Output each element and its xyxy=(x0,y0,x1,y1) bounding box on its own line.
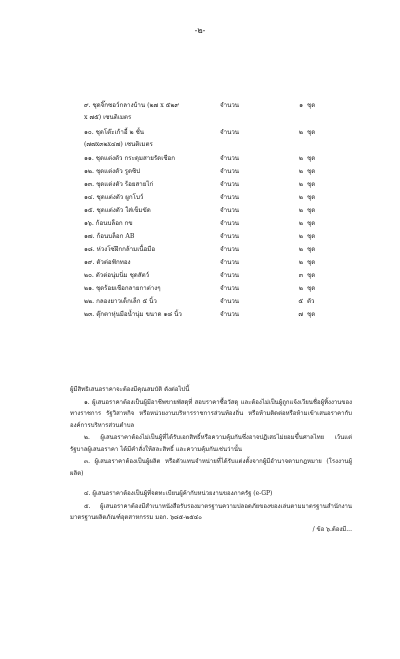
item-qty: ๒ xyxy=(298,155,303,162)
list-item xyxy=(0,165,400,178)
item-qty-unit: ชุด xyxy=(307,129,316,136)
item-qty: ๒ xyxy=(298,233,303,240)
item-qty-unit: ชุด xyxy=(307,220,316,227)
qualification-paragraph: ๕. ผู้เสนอราคาต้องมีสำเนาหนังสือรับรองมาตรฐานความปลอดภัยของของเล่นตามมาตรฐานสำนักงานมาตรฐานผลิตภัณฑ์อุตสาหกรรม มอก. ๖๘๕-๒๕๔๐ xyxy=(70,502,352,521)
item-qty: ๗ xyxy=(298,311,303,318)
item-qty-unit: ชุด xyxy=(307,311,316,318)
item-unit: จำนวน xyxy=(220,168,240,175)
list-item xyxy=(0,217,400,230)
list-item xyxy=(0,269,400,282)
item-text: ๑๒. ชุดแต่งตัว รูดซิป xyxy=(84,168,141,175)
item-qty: ๑ xyxy=(299,102,303,109)
continuation-note: / ข้อ ๖.ต้องมี... xyxy=(312,526,352,533)
item-text: ๑๑. ชุดแต่งตัว กระดุมสายรัดเชือก xyxy=(84,155,175,162)
list-item xyxy=(0,191,400,204)
item-text: ๒๒. กลองยาวเด็กเล็ก ๕ นิ้ว xyxy=(84,298,157,305)
list-item xyxy=(0,243,400,256)
item-qty: ๒ xyxy=(298,207,303,214)
item-qty: ๕ xyxy=(298,298,303,305)
qualifications-section xyxy=(70,384,352,536)
qualification-paragraph: ๒. ผู้เสนอราคาต้องไม่เป็นผู้ที่ได้รับเอกสิทธิ์หรือความคุ้มกันซึ่งอาจปฏิเสธไม่ยอมขึ้นศาลไทย เว้นแต่รัฐบาลผู้เสนอราคา ได้มีคำสั่งให้สละสิทธิ์ และความคุ้มกันเช่นว่านั้น xyxy=(70,434,352,453)
item-unit: จำนวน xyxy=(220,311,240,318)
item-qty: ๒ xyxy=(298,220,303,227)
item-qty: ๒ xyxy=(298,246,303,253)
item-qty: ๒ xyxy=(298,259,303,266)
item-qty: ๒ xyxy=(298,168,303,175)
item-qty: ๒ xyxy=(298,285,303,292)
item-text: ๑๙. ตัวต่อฟักทอง xyxy=(84,259,131,266)
item-qty: ๒ xyxy=(298,129,303,136)
item-unit: จำนวน xyxy=(220,298,240,305)
item-qty-unit: ชุด xyxy=(307,102,316,109)
item-unit: จำนวน xyxy=(220,181,240,188)
item-qty-unit: ชุด xyxy=(307,207,316,214)
item-text: ๑๗. ก้อนบล็อก AB xyxy=(84,233,135,240)
item-text: ๑๓. ชุดแต่งตัว ร้อยสายไก่ xyxy=(84,181,154,188)
item-text: ๒๑. ชุดร้อยเชือกลายกาต่างๆ xyxy=(84,285,161,292)
item-unit: จำนวน xyxy=(220,246,240,253)
item-qty-unit: ชุด xyxy=(307,246,316,253)
item-qty-unit: ชุด xyxy=(307,194,316,201)
qualification-paragraph: ๓. ผู้เสนอราคาต้องเป็นผู้ผลิต หรือตัวแทนจำหน่ายที่ได้รับแต่งตั้งจากผู้มีอำนาจตามกฎหมาย (โรงงานผู้ผลิต) xyxy=(70,458,352,477)
list-item xyxy=(0,152,400,165)
item-unit: จำนวน xyxy=(220,272,240,279)
item-unit: จำนวน xyxy=(220,129,240,136)
list-item xyxy=(0,99,400,121)
item-unit: จำนวน xyxy=(220,194,240,201)
item-qty: ๒ xyxy=(298,181,303,188)
qualifications-heading: ผู้มีสิทธิเสนอราคาจะต้องมีคุณสมบัติ ดังต่อไปนี้ xyxy=(70,386,190,393)
item-unit: จำนวน xyxy=(220,259,240,266)
item-text: ๑๐. ชุดโต๊ะเก้าอี้ ๒ ชั้น (๗๗x๓๒x๔๗) เซนติเมตร xyxy=(84,129,153,148)
item-qty-unit: ชุด xyxy=(307,272,316,279)
item-qty-unit: ชุด xyxy=(307,233,316,240)
list-item xyxy=(0,178,400,191)
item-list xyxy=(0,99,400,321)
continuation-row xyxy=(70,525,352,536)
item-text: ๒๐. ตัวต่อนุ่มนิ่ม ชุดสัตว์ xyxy=(84,272,150,279)
item-unit: จำนวน xyxy=(220,233,240,240)
item-text: ๑๕. ชุดแต่งตัว ใส่เข็มขัด xyxy=(84,207,151,214)
list-item xyxy=(0,308,400,321)
item-qty-unit: ชุด xyxy=(307,155,316,162)
list-item xyxy=(0,295,400,308)
item-qty-unit: ชุด xyxy=(307,285,316,292)
item-text: ๑๖. ก้อนบล็อก กข xyxy=(84,220,133,227)
item-unit: จำนวน xyxy=(220,155,240,162)
item-unit: จำนวน xyxy=(220,220,240,227)
list-item xyxy=(0,204,400,217)
qualification-paragraph: ๑. ผู้เสนอราคาต้องเป็นผู้มีอาชีพขายพัสดุที่ สอบราคาซื้อวัสดุ และต้องไม่เป็นผู้ถูกแจ้งเวียนชื่อผู้ทิ้งงานของทางราชการ รัฐวิสาหกิจ หรือหน่วยงานบริหารราชการส่วนท้องถิ่น หรือห้ามติดต่อหรือห้ามเข้าเสนอราคากับองค์การบริหารส่วนตำบล xyxy=(70,398,352,429)
qualification-paragraph: ๔. ผู้เสนอราคาต้องเป็นผู้ที่จดทะเบียนผู้ค้ากับหน่วยงานของภาครัฐ (e-GP) xyxy=(84,490,273,497)
item-text: ๙. ชุดจิ๊กซอว์กลางบ้าน (๒๗ x ๕๒๙ x ๗๕) เซนติเมตร xyxy=(84,102,179,121)
list-item xyxy=(0,230,400,243)
item-unit: จำนวน xyxy=(220,102,240,109)
item-qty: ๓ xyxy=(298,272,303,279)
item-qty-unit: ชุด xyxy=(307,259,316,266)
item-unit: จำนวน xyxy=(220,207,240,214)
item-text: ๑๘. ห่วงโซ่ฝึกกล้ามเนื้อมือ xyxy=(84,246,156,253)
list-item xyxy=(0,282,400,295)
item-text: ๒๓. ตุ๊กตาหุ่นมือน้ำนุ่ม ขนาด ๑๘ นิ้ว xyxy=(84,311,182,318)
item-unit: จำนวน xyxy=(220,285,240,292)
item-qty-unit: ชุด xyxy=(307,168,316,175)
item-qty-unit: ตัว xyxy=(307,298,315,305)
list-item xyxy=(0,126,400,152)
item-qty-unit: ชุด xyxy=(307,181,316,188)
page-number: -๒- xyxy=(194,26,206,35)
list-item xyxy=(0,256,400,269)
item-qty: ๒ xyxy=(298,194,303,201)
item-text: ๑๔. ชุดแต่งตัว ผูกโบว์ xyxy=(84,194,144,201)
